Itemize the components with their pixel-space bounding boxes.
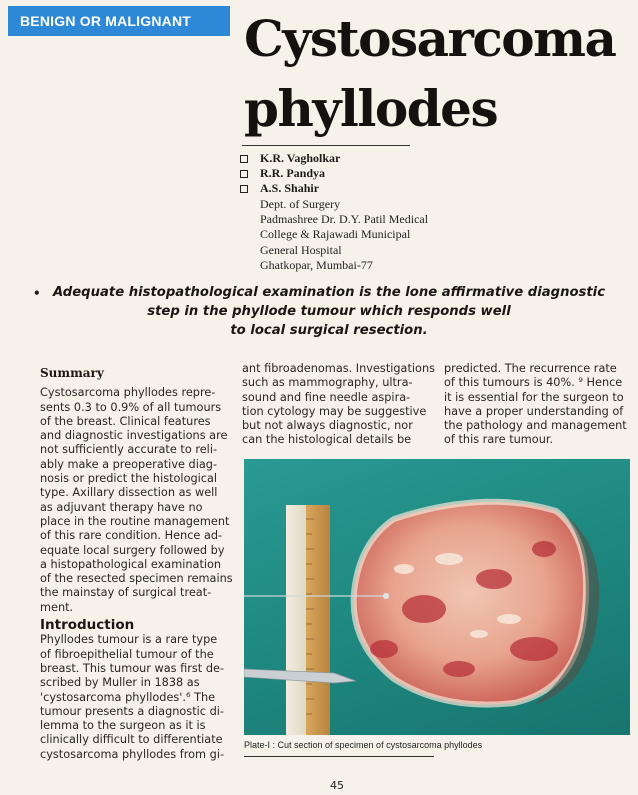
author-name: R.R. Pandya (260, 166, 326, 180)
summary-line: and diagnostic investigations are (40, 429, 228, 443)
author-list (240, 151, 340, 196)
intro-line: breast. This tumour was first de- (40, 661, 225, 675)
summary-line: the mainstay of surgical treat- (40, 586, 212, 600)
affiliation-line: Padmashree Dr. D.Y. Patil Medical (260, 212, 429, 227)
summary-line: not sufficiently accurate to reli- (40, 443, 218, 457)
checkbox-bullet-icon (240, 170, 248, 178)
white-ruler (286, 505, 306, 735)
intro-line: 'cystosarcoma phyllodes'.⁶ The (40, 690, 216, 704)
summary-line: type. Axillary dissection as well (40, 486, 218, 500)
summary-line: Cystosarcoma phyllodes repre- (40, 386, 216, 400)
introduction-heading: Introduction (40, 617, 135, 634)
summary-line: of the resected specimen remains (40, 572, 233, 586)
introduction-text (40, 633, 236, 762)
affiliation-line: General Hospital (260, 242, 342, 257)
author-item (240, 151, 340, 166)
figure-caption: Plate-I : Cut section of specimen of cystosarcoma phyllodes (244, 740, 483, 750)
checkbox-bullet-icon (240, 155, 248, 163)
intro-line: cystosarcoma phyllodes from gi- (40, 747, 225, 761)
intro-line: clinically difficult to differentiate (40, 733, 223, 747)
intro-line: scribed by Muller in 1838 as (40, 676, 200, 690)
mid-line: ant fibroadenomas. Investigations (242, 362, 436, 375)
summary-line: equate local surgery followed by (40, 543, 225, 557)
mid-line: such as mammography, ultra- (242, 376, 413, 390)
quote-line: Adequate histopathological examination is the lone affirmative diagnostic (52, 285, 606, 300)
right-line: predicted. The recurrence rate (444, 362, 617, 375)
right-line: the pathology and management (444, 419, 627, 433)
quote-line: step in the phyllode tumour which responds well (147, 304, 511, 319)
title-line: Cystosarcoma (244, 9, 616, 68)
footer-divider (244, 756, 434, 757)
summary-heading: Summary (40, 366, 104, 380)
mid-line: can the histological details be (242, 433, 412, 447)
intro-line: lemma to the surgeon as it is (40, 719, 206, 733)
middle-column (242, 362, 437, 448)
quote-line: to local surgical resection. (230, 323, 428, 338)
summary-line: of the breast. Clinical features (40, 414, 211, 428)
right-column (444, 362, 634, 448)
summary-line: nosis or predict the histological (40, 472, 218, 486)
section-banner: BENIGN OR MALIGNANT (8, 6, 230, 36)
intro-line: of fibroepithelial tumour of the (40, 647, 214, 661)
summary-line: of this rare condition. Hence ad- (40, 529, 223, 543)
right-line: of this tumours is 40%. ⁹ Hence (444, 376, 623, 390)
mid-line: sound and fine needle aspira- (242, 390, 411, 404)
wooden-ruler (306, 505, 330, 735)
summary-line: ably make a preoperative diag- (40, 457, 218, 471)
summary-line: as adjuvant therapy have no (40, 500, 203, 514)
affiliation-line: College & Rajawadi Municipal (260, 227, 411, 242)
summary-line: place in the routine management (40, 514, 230, 528)
summary-line: a histopathological examination (40, 557, 222, 571)
page-number: 45 (330, 779, 344, 792)
summary-line: ment. (40, 600, 74, 614)
author-item (240, 166, 340, 181)
summary-line: sents 0.3 to 0.9% of all tumours (40, 400, 222, 414)
affiliation (260, 197, 428, 273)
author-name: K.R. Vagholkar (260, 151, 341, 165)
title-divider (242, 145, 410, 146)
pull-quote (46, 283, 612, 340)
left-column (40, 366, 236, 762)
title-line: phyllodes (244, 79, 498, 138)
quote-bullet-icon: • (33, 286, 41, 300)
affiliation-line: Ghatkopar, Mumbai-77 (260, 257, 373, 272)
article-title (244, 4, 636, 144)
summary-text (40, 386, 236, 615)
author-name: A.S. Shahir (260, 181, 320, 195)
specimen-photo (244, 459, 630, 735)
checkbox-bullet-icon (240, 185, 248, 193)
mid-line: tion cytology may be suggestive (242, 404, 427, 418)
intro-line: tumour presents a diagnostic di- (40, 704, 224, 718)
right-line: it is essential for the surgeon to (444, 390, 624, 404)
right-line: of this rare tumour. (444, 433, 554, 447)
right-line: have a proper understanding of (444, 404, 624, 418)
specimen-illustration (244, 459, 630, 735)
affiliation-line: Dept. of Surgery (260, 197, 341, 211)
mid-line: but not always diagnostic, nor (242, 419, 413, 433)
author-item (240, 181, 340, 196)
intro-line: Phyllodes tumour is a rare type (40, 633, 218, 647)
